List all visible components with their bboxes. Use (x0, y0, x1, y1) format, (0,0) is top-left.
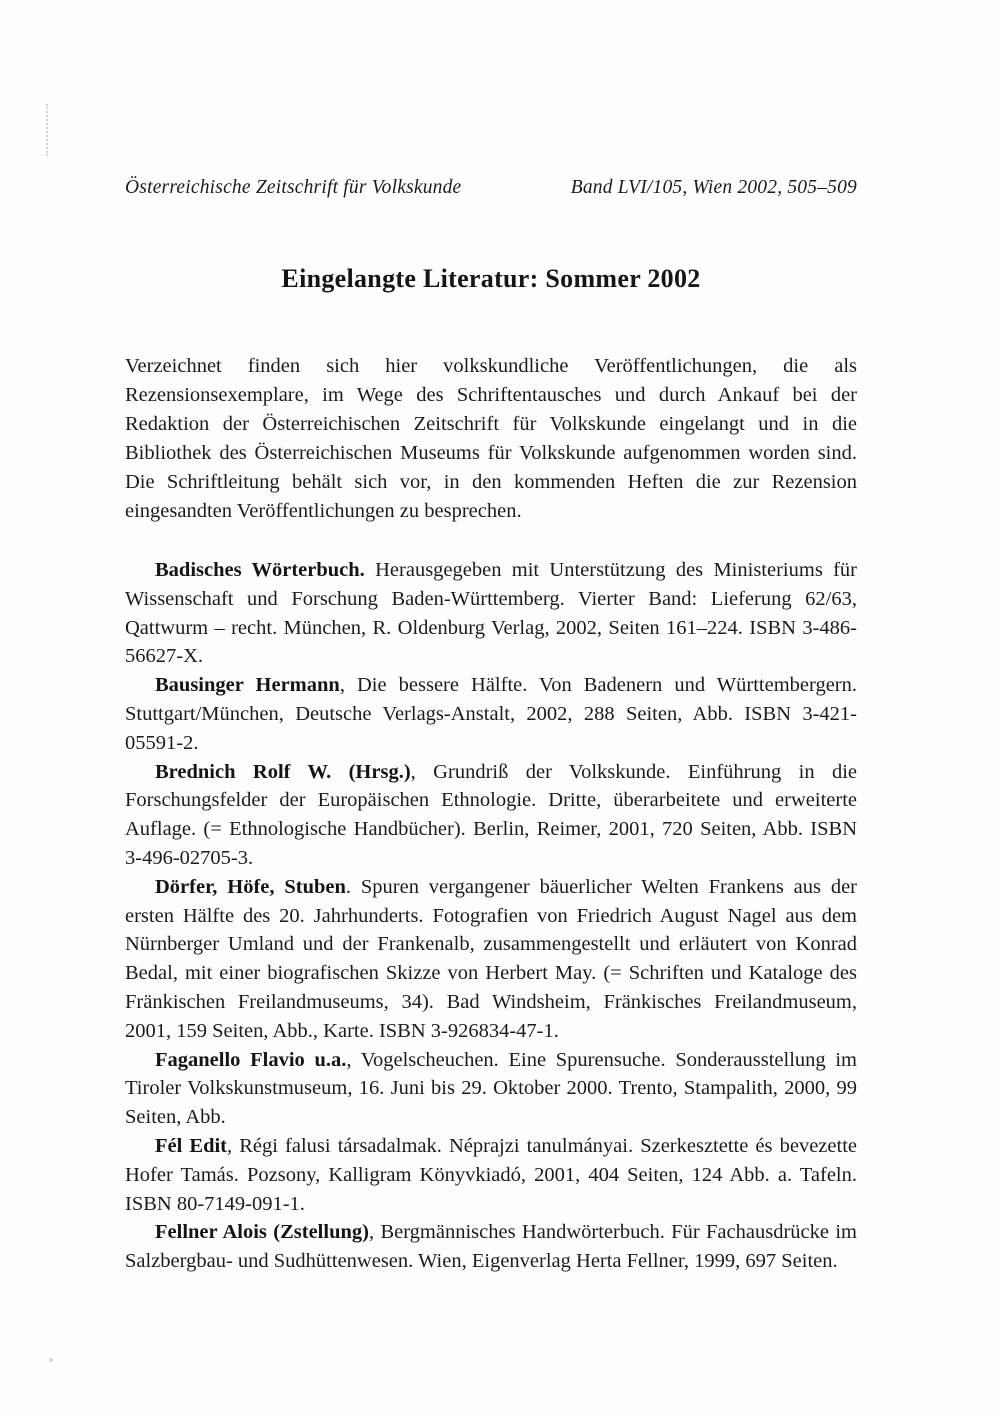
bibliography-entry (125, 1046, 857, 1132)
entry-text: , Bergmännisches Handwörterbuch. Für Fachausdrücke im Salzbergbau- und Sudhüttenwesen. Wien, Eigenverlag Herta Fellner, 1999, 697 Seiten. (125, 1221, 857, 1273)
bibliography-entry (125, 873, 857, 1046)
bibliography-entry (125, 1218, 857, 1276)
journal-title: Österreichische Zeitschrift für Volkskunde (125, 177, 462, 198)
bibliography-entry (125, 671, 857, 757)
entry-text: Herausgegeben mit Unterstützung des Ministeriums für Wissenschaft und Forschung Baden-Württemberg. Vierter Band: Lieferung 62/63, Qattwurm – recht. München, R. Oldenburg Verlag, 2002, Seiten 161–224. ISBN 3-486-56627-X. (125, 559, 857, 668)
entry-lead: Fellner Alois (Zstellung) (155, 1221, 369, 1244)
bibliography-entry (125, 1132, 857, 1218)
entry-text: , Die bessere Hälfte. Von Badenern und Württembergern. Stuttgart/München, Deutsche Verlags-Anstalt, 2002, 288 Seiten, Abb. ISBN 3-421-05591-2. (125, 674, 858, 754)
entry-text: . Spuren vergangener bäuerlicher Welten Frankens aus der ersten Hälfte des 20. Jahrhunderts. Fotografien von Friedrich August Nagel aus dem Nürnberger Umland und der Frankenalb, zusammengestellt und erläutert von Konrad Bedal, mit einer biografischen Skizze von Herbert May. (= Schriften und Kataloge des Fränkischen Freilandmuseums, 34). Bad Windsheim, Fränkisches Freilandmuseum, 2001, 159 Seiten, Abb., Karte. ISBN 3-926834-47-1. (125, 875, 858, 1042)
entry-text: , Régi falusi társadalmak. Néprajzi tanulmányai. Szerkesztette és bevezette Hofer Tamás. Pozsony, Kalligram Könyvkiadó, 2001, 404 Seiten, 124 Abb. a. Tafeln. ISBN 80-7149-091-1. (125, 1134, 857, 1215)
intro-paragraph: Verzeichnet finden sich hier volkskundliche Veröffentlichungen, die als Rezensionsexemplare, im Wege des Schriftentausches und durch Ankauf bei der Redaktion der Österreichischen Zeitschrift für Volkskunde eingelangt und in die Bibliothek des Österreichischen Museums für Volkskunde aufgenommen worden sind. Die Schriftleitung behält sich vor, in den kommenden Heften die zur Rezension eingesandten Veröffentlichungen zu besprechen. (125, 355, 857, 522)
entry-lead: Bausinger Hermann (155, 674, 340, 697)
scan-artifact-dots (46, 104, 50, 156)
bibliography-entry (125, 556, 857, 671)
entry-text: , Grundriß der Volkskunde. Einführung in die Forschungsfelder der Europäischen Ethnologie. Dritte, überarbeitete und erweiterte Auflage. (= Ethnologische Handbücher). Berlin, Reimer, 2001, 720 Seiten, Abb. ISBN 3-496-02705-3. (125, 760, 857, 869)
entry-lead: Faganello Flavio u.a. (155, 1048, 347, 1071)
scan-artifact-dot (49, 1358, 53, 1362)
entry-lead: Brednich Rolf W. (Hrsg.) (155, 760, 411, 783)
entry-lead: Dörfer, Höfe, Stuben (155, 875, 346, 898)
page-title: Eingelangte Literatur: Sommer 2002 (281, 264, 701, 293)
journal-header (125, 177, 857, 199)
entry-lead: Fél Edit (155, 1134, 228, 1157)
issue-info: Band LVI/105, Wien 2002, 505–509 (570, 177, 857, 198)
entry-lead: Badisches Wörterbuch. (155, 559, 365, 581)
entry-text: , Vogelscheuchen. Eine Spurensuche. Sonderausstellung im Tiroler Volkskunstmuseum, 16. Juni bis 29. Oktober 2000. Trento, Stampalith, 2000, 99 Seiten, Abb. (125, 1048, 857, 1129)
bibliography-entry (125, 758, 857, 873)
bibliography-list (125, 556, 857, 1276)
